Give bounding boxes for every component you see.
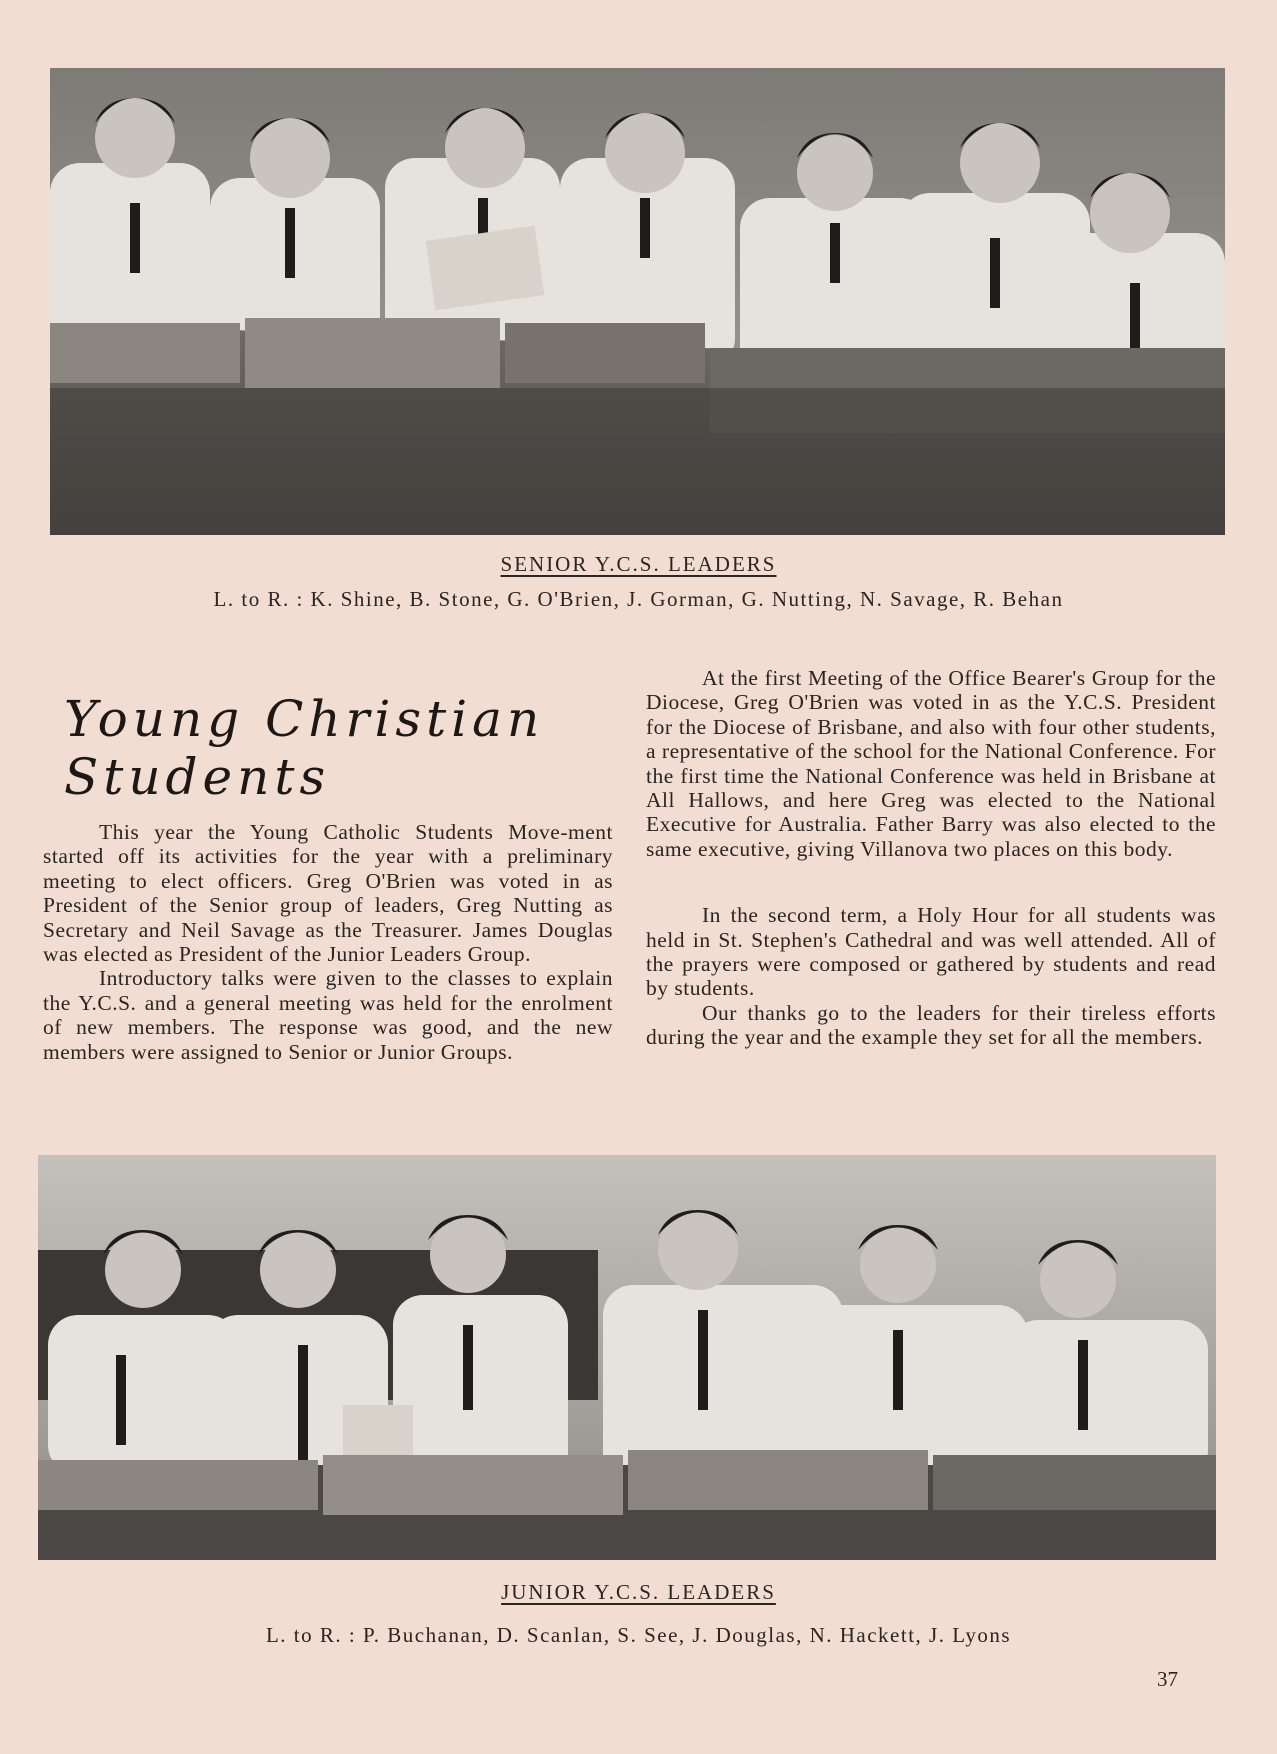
page-number: 37 — [1157, 1667, 1178, 1691]
right-paragraph-2: In the second term, a Holy Hour for all students was held in St. Stephen's Cathedral and was well attended. All of the prayers were composed or gathered by students and read by students. — [646, 903, 1216, 1001]
right-column — [646, 666, 1216, 1050]
article-heading: Young Christian Students — [64, 690, 545, 806]
junior-leaders-photo — [38, 1155, 1216, 1560]
senior-leaders-photo-image — [50, 68, 1225, 535]
left-paragraph-2: Introductory talks were given to the classes to explain the Y.C.S. and a general meeting was held for the enrolment of new members. The response was good, and the new members were assigned to Senior or Junior Groups. — [43, 966, 613, 1064]
junior-leaders-names: L. to R. : P. Buchanan, D. Scanlan, S. See, J. Douglas, N. Hackett, J. Lyons — [265, 1623, 1012, 1647]
senior-leaders-photo — [50, 68, 1225, 535]
left-column — [43, 820, 613, 1064]
junior-leaders-title: JUNIOR Y.C.S. LEADERS — [501, 1580, 776, 1604]
junior-leaders-photo-image — [38, 1155, 1216, 1560]
senior-leaders-title: SENIOR Y.C.S. LEADERS — [500, 552, 777, 576]
right-paragraph-1: At the first Meeting of the Office Bearer's Group for the Diocese, Greg O'Brien was voted in as the Y.C.S. President for the Diocese of Brisbane, and also with four other students, a representative of the school for the National Conference. For the first time the National Conference was held in Brisbane at All Hallows, and here Greg was elected to the National Executive for Australia. Father Barry was also elected to the same executive, giving Villanova two places on this body. — [646, 666, 1216, 861]
right-paragraph-3: Our thanks go to the leaders for their tireless efforts during the year and the example they set for all the members. — [646, 1000, 1216, 1050]
left-paragraph-1: This year the Young Catholic Students Move-ment started off its activities for the year with a preliminary meeting to elect officers. Greg O'Brien was voted in as President of the Senior group of leaders, Greg Nutting as Secretary and Neil Savage as the Treasurer. James Douglas was elected as President of the Junior Leaders Group. — [43, 820, 613, 967]
senior-leaders-names: L. to R. : K. Shine, B. Stone, G. O'Brien, J. Gorman, G. Nutting, N. Savage, R. Behan — [213, 587, 1064, 611]
